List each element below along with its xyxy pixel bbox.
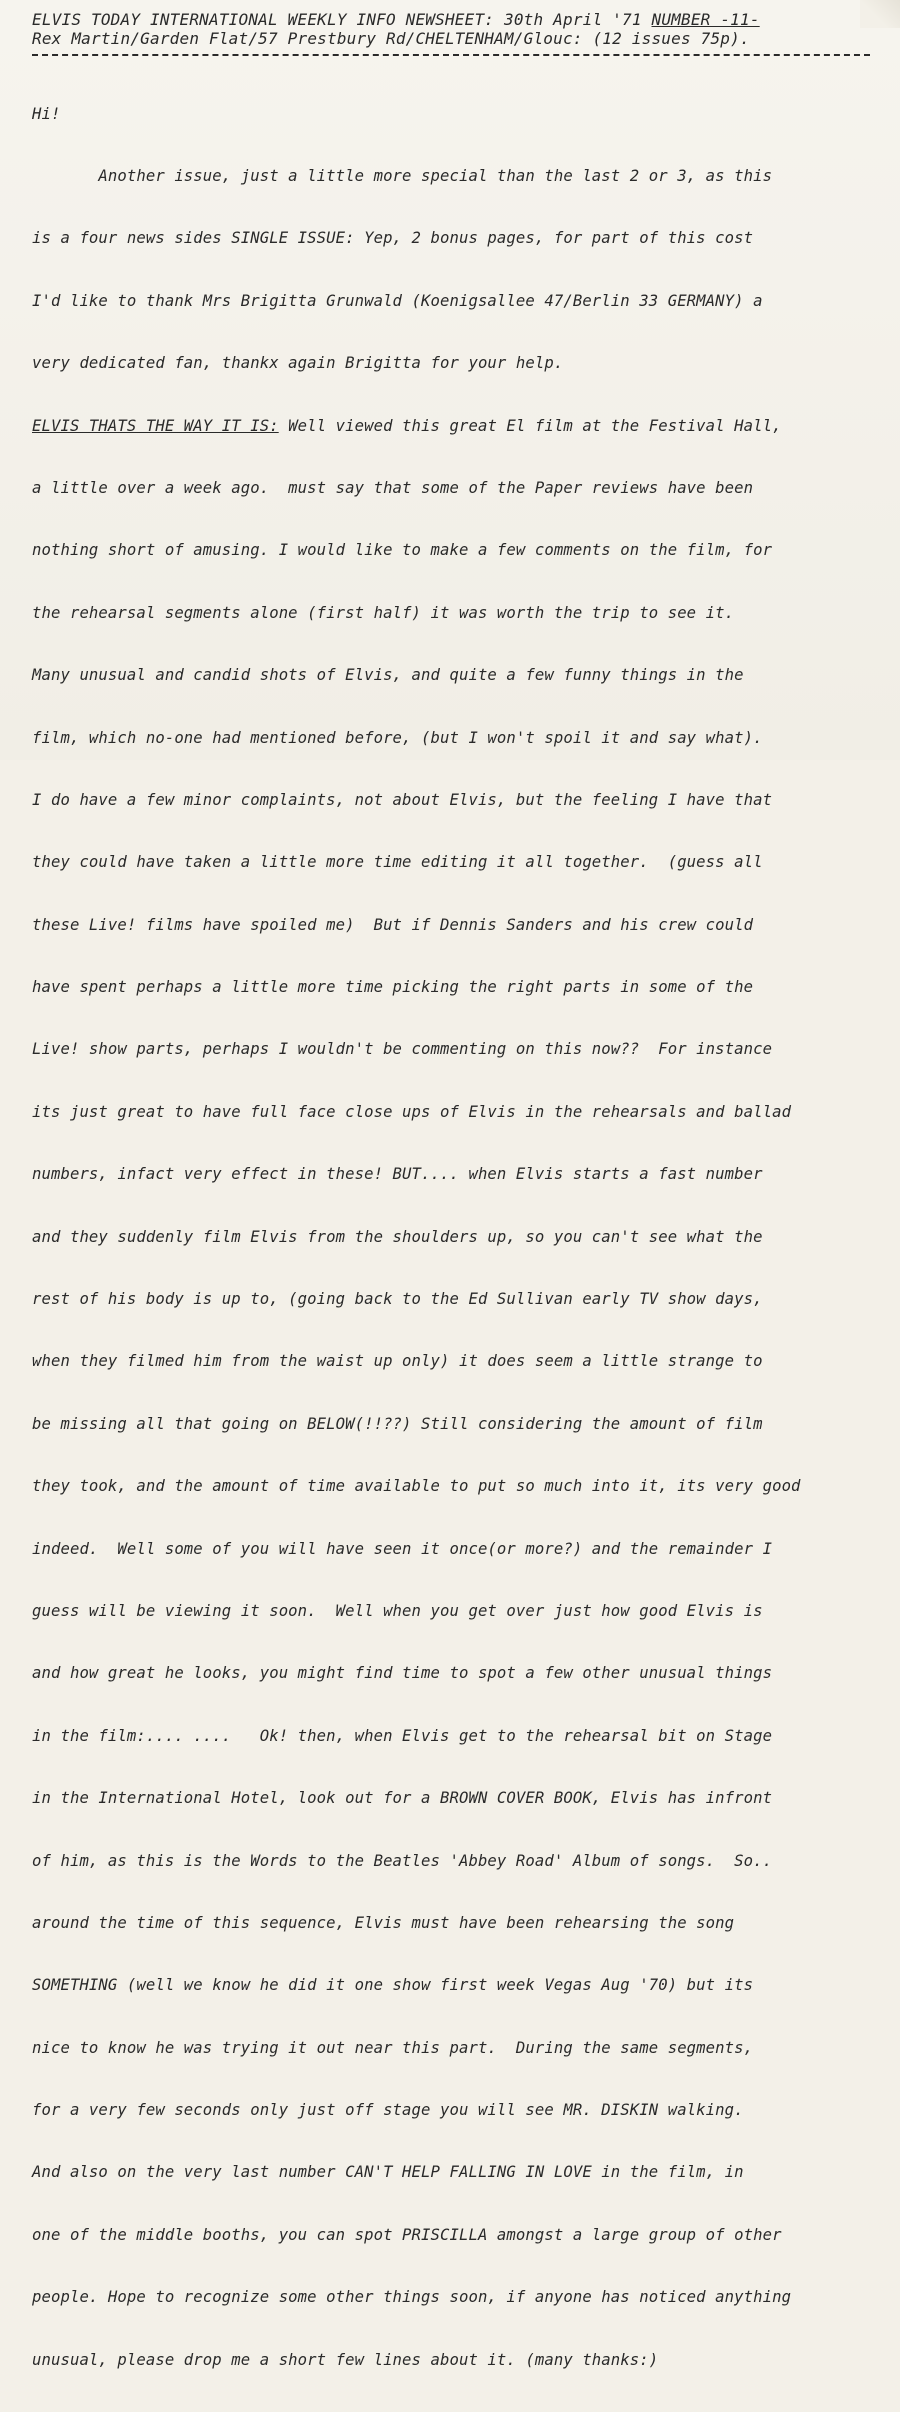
issue-date: 30th April '71 — [504, 10, 642, 29]
article-line: nice to know he was trying it out near this part. During the same segments, — [32, 2038, 754, 2057]
article-line: have spent perhaps a little more time picking the right parts in some of the — [32, 978, 754, 997]
article-line: film, which no-one had mentioned before, (but I won't spoil it and say what). — [32, 728, 763, 747]
newsletter-title: ELVIS TODAY INTERNATIONAL WEEKLY INFO NEWSHEET: — [32, 10, 495, 29]
article-line: indeed. Well some of you will have seen it once(or more?) and the remainder I — [32, 1539, 773, 1558]
intro-line: very dedicated fan, thankx again Brigitta for your help. — [32, 354, 564, 373]
intro-line: is a four news sides SINGLE ISSUE: Yep, 2 bonus pages, for part of this cost — [32, 229, 754, 248]
article-line: SOMETHING (well we know he did it one show first week Vegas Aug '70) but its — [32, 1976, 754, 1995]
article-line: numbers, infact very effect in these! BUT.... when Elvis starts a fast number — [32, 1165, 763, 1184]
article-line: nothing short of amusing. I would like to make a few comments on the film, for — [32, 541, 773, 560]
article-line: rest of his body is up to, (going back to the Ed Sullivan early TV show days, — [32, 1290, 763, 1309]
article-line: in the International Hotel, look out for a BROWN COVER BOOK, Elvis has infront — [32, 1789, 773, 1808]
header-divider — [32, 54, 870, 56]
article-line: I do have a few minor complaints, not about Elvis, but the feeling I have that — [32, 790, 773, 809]
article-line: be missing all that going on BELOW(!!??) Still considering the amount of film — [32, 1414, 763, 1433]
article-line: its just great to have full face close ups of Elvis in the rehearsals and ballad — [32, 1102, 792, 1121]
article-line: Many unusual and candid shots of Elvis, and quite a few funny things in the — [32, 666, 744, 685]
editor-address: Rex Martin/Garden Flat/57 Prestbury Rd/CHELTENHAM/Glouc: (12 issues 75p). — [32, 29, 750, 48]
intro-line: I'd like to thank Mrs Brigitta Grunwald (Koenigsallee 47/Berlin 33 GERMANY) a — [32, 291, 763, 310]
article-line: and how great he looks, you might find time to spot a few other unusual things — [32, 1664, 773, 1683]
issue-number: NUMBER -11- — [651, 10, 760, 29]
article-line: they took, and the amount of time available to put so much into it, its very good — [32, 1477, 801, 1496]
article-line: of him, as this is the Words to the Beatles 'Abbey Road' Album of songs. So.. — [32, 1851, 773, 1870]
paper-corner — [860, 0, 900, 28]
article-line: these Live! films have spoiled me) But if Dennis Sanders and his crew could — [32, 915, 754, 934]
article-line: and they suddenly film Elvis from the shoulders up, so you can't see what the — [32, 1227, 763, 1246]
article-line: a little over a week ago. must say that some of the Paper reviews have been — [32, 478, 754, 497]
section-first-line — [32, 416, 870, 437]
greeting: Hi! — [32, 104, 61, 123]
article-line: one of the middle booths, you can spot PRISCILLA amongst a large group of other — [32, 2225, 782, 2244]
intro-line: Another issue, just a little more special than the last 2 or 3, as this — [32, 166, 773, 185]
masthead-line-1 — [32, 10, 870, 29]
article-line: the rehearsal segments alone (first half) it was worth the trip to see it. — [32, 603, 735, 622]
article-line: And also on the very last number CAN'T HELP FALLING IN LOVE in the film, in — [32, 2163, 744, 2182]
article-line: unusual, please drop me a short few lines about it. (many thanks:) — [32, 2350, 659, 2369]
article-line: guess will be viewing it soon. Well when you get over just how good Elvis is — [32, 1601, 763, 1620]
article-line: for a very few seconds only just off stage you will see MR. DISKIN walking. — [32, 2101, 744, 2120]
article-line: they could have taken a little more time editing it all together. (guess all — [32, 853, 763, 872]
article-line: people. Hope to recognize some other things soon, if anyone has noticed anything — [32, 2288, 792, 2307]
section-first-text: Well viewed this great El film at the Festival Hall, — [278, 416, 782, 435]
article-line: in the film:.... .... Ok! then, when Elvis get to the rehearsal bit on Stage — [32, 1726, 773, 1745]
masthead-line-2 — [32, 29, 870, 48]
article-line: Live! show parts, perhaps I wouldn't be commenting on this now?? For instance — [32, 1040, 773, 1059]
article-line: around the time of this sequence, Elvis must have been rehearsing the song — [32, 1913, 735, 1932]
article-line: when they filmed him from the waist up only) it does seem a little strange to — [32, 1352, 763, 1371]
newsletter-body — [32, 62, 870, 2412]
section-heading: ELVIS THATS THE WAY IT IS: — [32, 416, 279, 435]
